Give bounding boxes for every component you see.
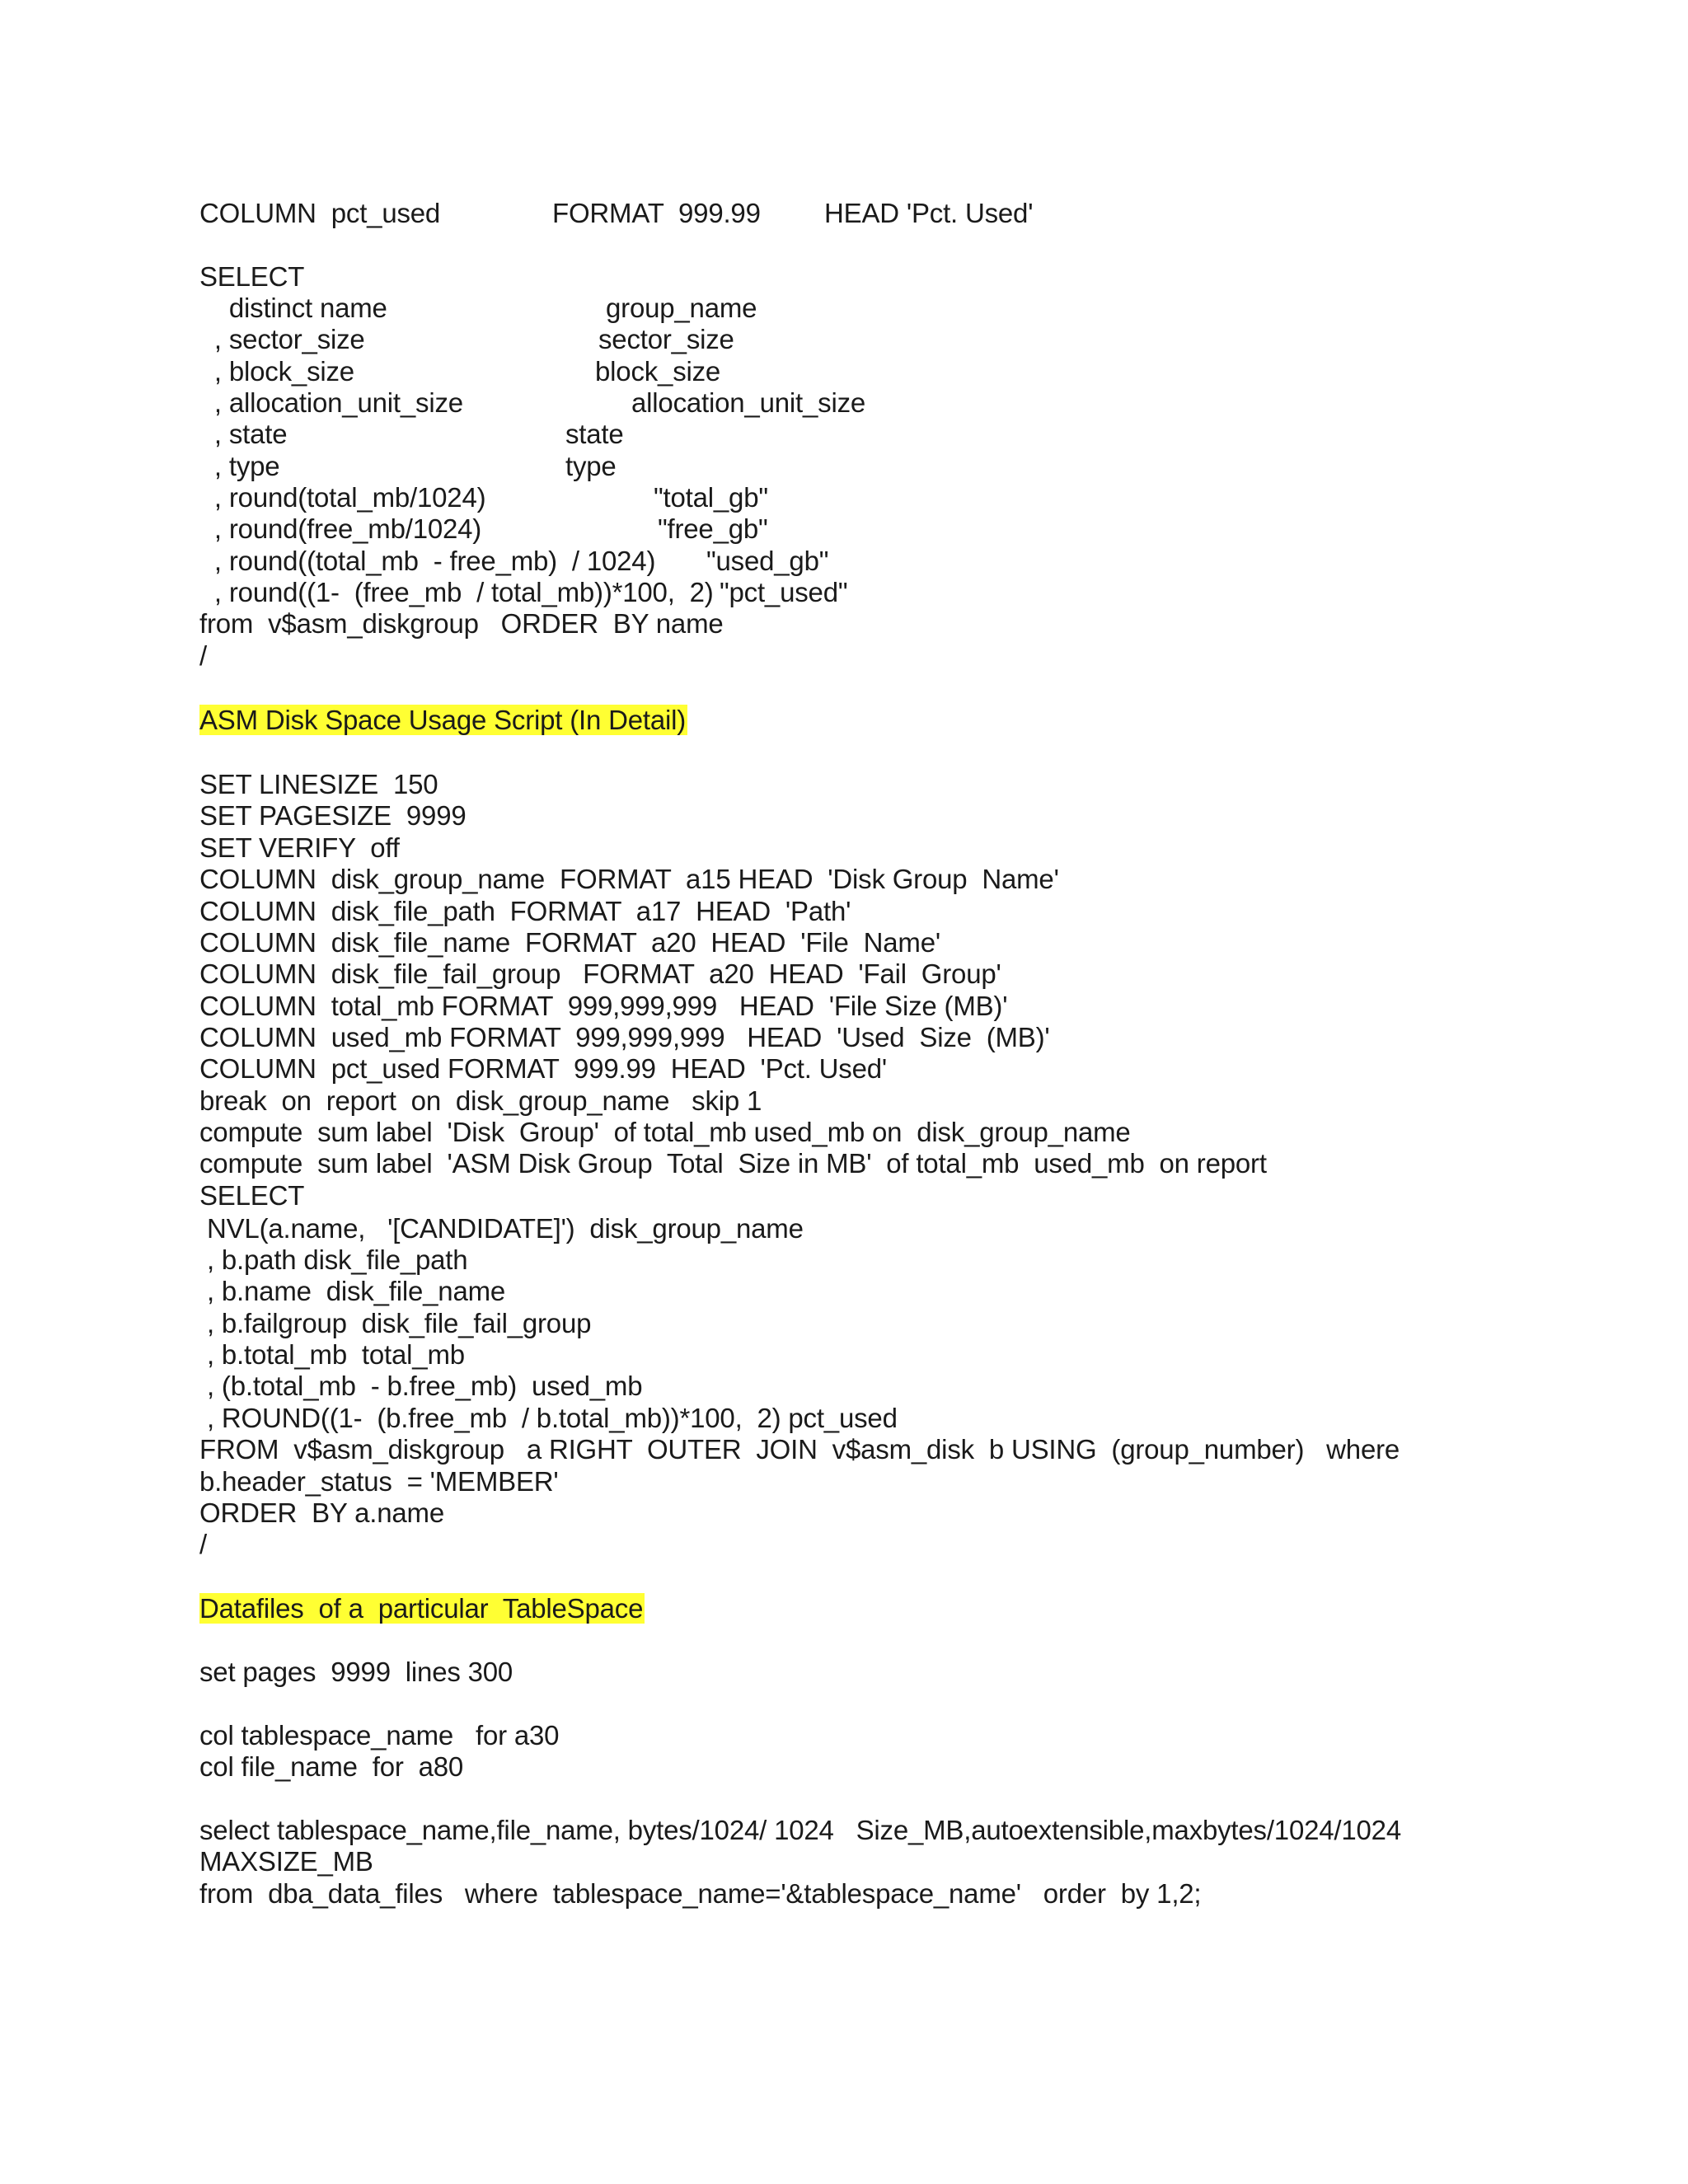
code-line: set pages 9999 lines 300 — [199, 1657, 513, 1687]
code-line: col file_name for a80 — [199, 1751, 464, 1782]
section-heading-text: ASM Disk Space Usage Script (In Detail) — [199, 705, 687, 735]
select-row-expr: , round(free_mb/1024) — [199, 513, 482, 544]
code-line: COLUMN disk_file_fail_group FORMAT a20 HEAD 'Fail Group' — [199, 958, 1001, 989]
code-line: compute sum label 'Disk Group' of total_mb used_mb on disk_group_name — [199, 1117, 1131, 1147]
column-line-col2: FORMAT 999.99 — [552, 198, 761, 228]
select-row-alias: type — [565, 451, 617, 481]
code-line: , b.total_mb total_mb — [199, 1339, 465, 1370]
select-row-expr: distinct name — [199, 293, 387, 323]
select-row-alias: "used_gb" — [706, 546, 829, 576]
select-row-alias: block_size — [595, 356, 721, 387]
code-line: , ROUND((1- (b.free_mb / b.total_mb))*100, 2) pct_used — [199, 1403, 898, 1433]
code-line: ORDER BY a.name — [199, 1497, 444, 1528]
select-row-expr: , round(total_mb/1024) — [199, 482, 486, 513]
code-line: COLUMN disk_group_name FORMAT a15 HEAD 'Disk Group Name' — [199, 864, 1059, 894]
code-line: NVL(a.name, '[CANDIDATE]') disk_group_name — [199, 1213, 804, 1244]
section-heading — [199, 705, 687, 736]
code-line: SET LINESIZE 150 — [199, 769, 438, 799]
select-row-alias: sector_size — [598, 324, 734, 354]
from-line: from v$asm_diskgroup ORDER BY name — [199, 608, 724, 639]
code-line: compute sum label 'ASM Disk Group Total Size in MB' of total_mb used_mb on report — [199, 1148, 1267, 1179]
select-row-alias: "pct_used" — [720, 577, 848, 607]
code-line: b.header_status = 'MEMBER' — [199, 1466, 559, 1497]
select-row-expr: , state — [199, 419, 288, 449]
code-line: COLUMN total_mb FORMAT 999,999,999 HEAD 'File Size (MB)' — [199, 991, 1008, 1021]
code-line: SELECT — [199, 1180, 305, 1211]
code-line: COLUMN disk_file_name FORMAT a20 HEAD 'File Name' — [199, 927, 940, 958]
code-line: col tablespace_name for a30 — [199, 1720, 560, 1750]
select-row-alias: state — [565, 419, 624, 449]
slash-terminator: / — [199, 640, 207, 671]
code-line: break on report on disk_group_name skip 1 — [199, 1085, 762, 1116]
section-heading-text: Datafiles of a particular TableSpace — [199, 1593, 644, 1624]
code-line: from dba_data_files where tablespace_name='&tablespace_name' order by 1,2; — [199, 1878, 1202, 1909]
code-line: FROM v$asm_diskgroup a RIGHT OUTER JOIN v$asm_disk b USING (group_number) where — [199, 1434, 1400, 1465]
code-line: , b.name disk_file_name — [199, 1276, 506, 1306]
column-line-col1: COLUMN pct_used — [199, 198, 441, 228]
column-line-col3: HEAD 'Pct. Used' — [824, 198, 1034, 228]
code-line: SET VERIFY off — [199, 832, 400, 863]
select-row-alias: "free_gb" — [658, 513, 768, 544]
select-row-alias: group_name — [606, 293, 757, 323]
select-row-alias: "total_gb" — [654, 482, 768, 513]
code-line: COLUMN disk_file_path FORMAT a17 HEAD 'Path' — [199, 896, 851, 926]
select-row-expr: , type — [199, 451, 280, 481]
code-line: MAXSIZE_MB — [199, 1846, 373, 1877]
code-line: COLUMN pct_used FORMAT 999.99 HEAD 'Pct. Used' — [199, 1053, 887, 1084]
code-line: , b.path disk_file_path — [199, 1244, 468, 1275]
select-row-expr: , block_size — [199, 356, 354, 387]
select-row-expr: , allocation_unit_size — [199, 387, 463, 418]
section-heading — [199, 1593, 645, 1624]
select-row-expr: , round((1- (free_mb / total_mb))*100, 2) — [199, 577, 714, 607]
code-line: SET PAGESIZE 9999 — [199, 800, 467, 831]
select-row-expr: , sector_size — [199, 324, 365, 354]
code-line: select tablespace_name,file_name, bytes/1024/ 1024 Size_MB,autoextensible,maxbytes/1024/1024 — [199, 1815, 1401, 1845]
select-row-expr: , round((total_mb - free_mb) / 1024) — [199, 546, 656, 576]
code-line: COLUMN used_mb FORMAT 999,999,999 HEAD 'Used Size (MB)' — [199, 1022, 1050, 1052]
select-row-alias: allocation_unit_size — [631, 387, 866, 418]
select-keyword: SELECT — [199, 261, 305, 292]
code-line: / — [199, 1529, 207, 1559]
code-line: , b.failgroup disk_file_fail_group — [199, 1308, 592, 1338]
code-line: , (b.total_mb - b.free_mb) used_mb — [199, 1371, 643, 1401]
